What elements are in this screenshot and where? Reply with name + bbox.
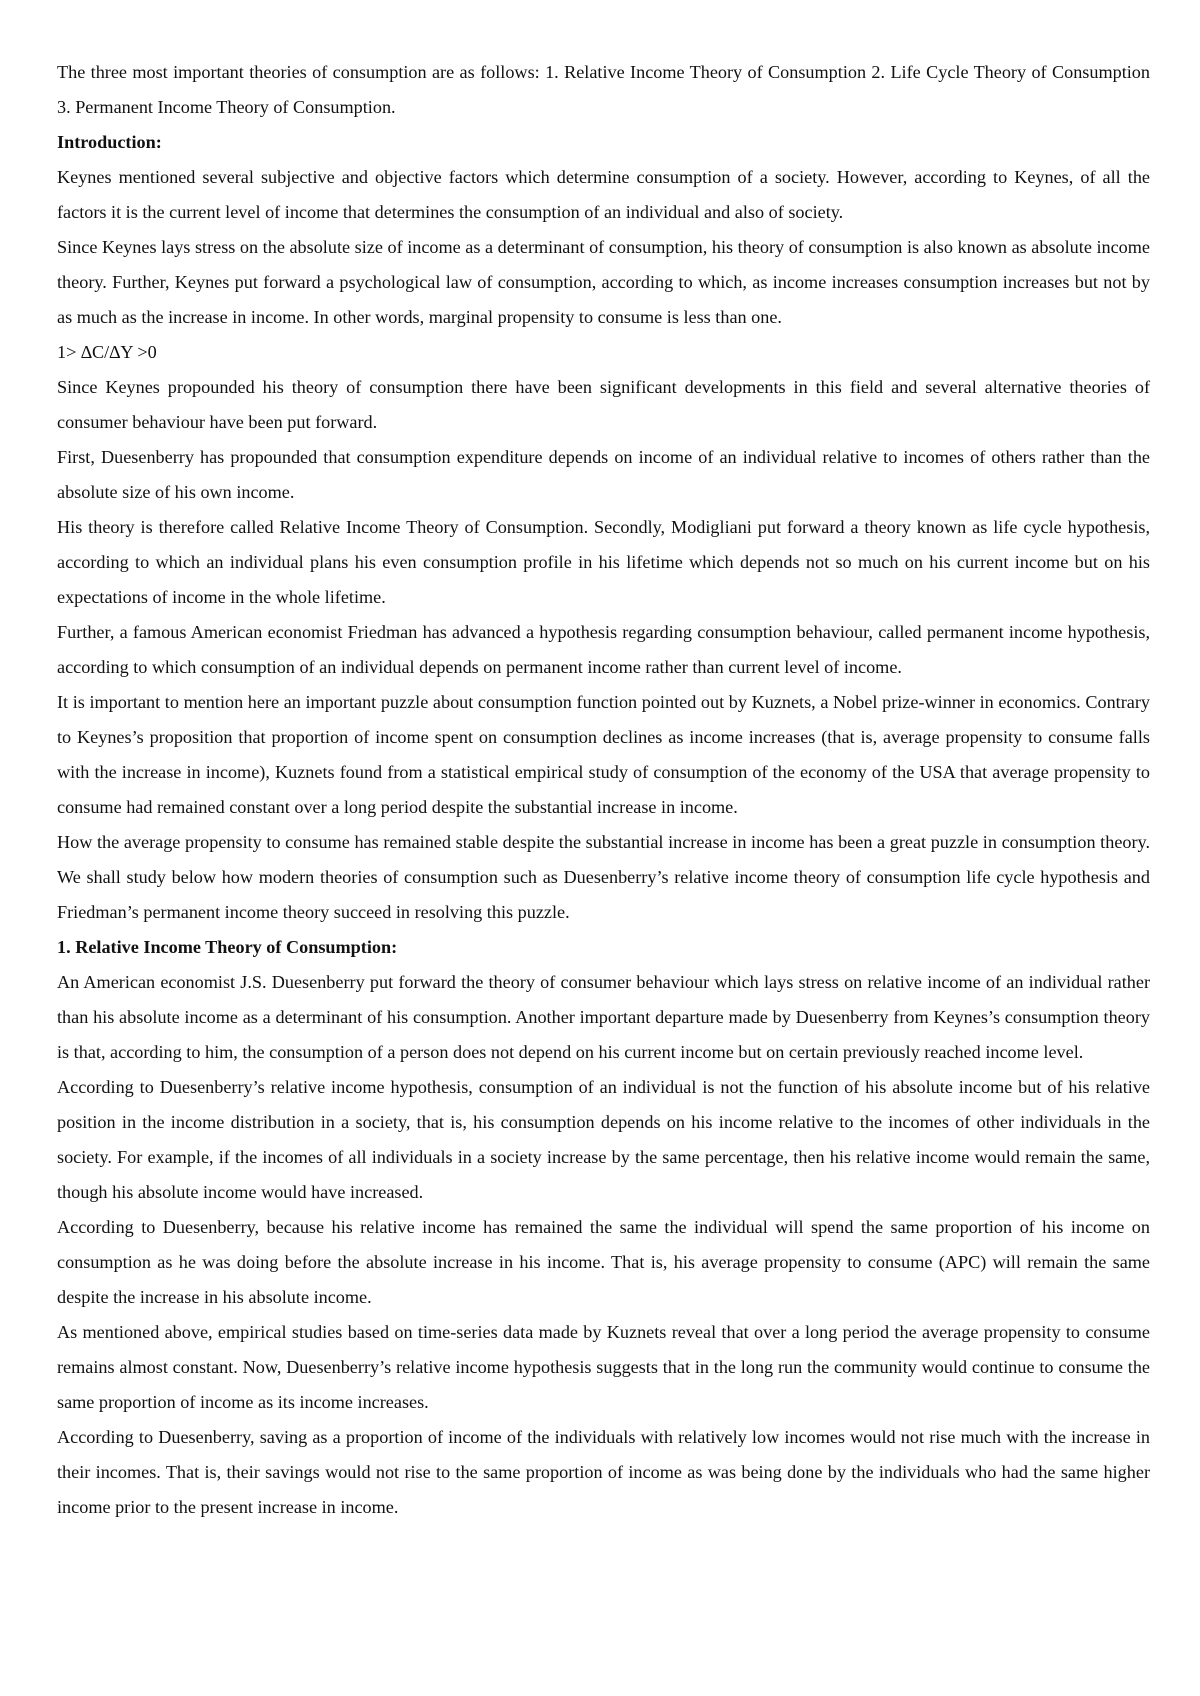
body-paragraph: First, Duesenberry has propounded that consumption expenditure depends on income of an individual relative to incomes of others rather than the absolute size of his own income. [57, 447, 1150, 502]
section-paragraph: An American economist J.S. Duesenberry put forward the theory of consumer behaviour which lays stress on relative income of an individual rather than his absolute income as a determinant of his consumption. Another important departure made by Duesenberry from Keynes’s consumption theory is that, according to him, the consumption of a person does not depend on his current income but on certain previously reached income level. [57, 972, 1150, 1062]
introduction-paragraph: Since Keynes lays stress on the absolute size of income as a determinant of consumption, his theory of consumption is also known as absolute income theory. Further, Keynes put forward a psychological law of consumption, according to which, as income increases consumption increases but not by as much as the increase in income. In other words, marginal propensity to consume is less than one. [57, 237, 1150, 327]
introduction-paragraph: Keynes mentioned several subjective and objective factors which determine consumption of a society. However, according to Keynes, of all the factors it is the current level of income that determines the consumption of an individual and also of society. [57, 167, 1150, 222]
body-paragraph: His theory is therefore called Relative Income Theory of Consumption. Secondly, Modigliani put forward a theory known as life cycle hypothesis, according to which an individual plans his even consumption profile in his lifetime which depends not so much on his current income but on his expectations of income in the whole lifetime. [57, 517, 1150, 607]
intro-line: The three most important theories of consumption are as follows: 1. Relative Income Theory of Consumption 2. Life Cycle Theory of Consumption 3. Permanent Income Theory of Consumption. [57, 62, 1150, 117]
section-paragraph: According to Duesenberry’s relative income hypothesis, consumption of an individual is not the function of his absolute income but of his relative position in the income distribution in a society, that is, his consumption depends on his income relative to the incomes of other individuals in the society. For example, if the incomes of all individuals in a society increase by the same percentage, then his relative income would remain the same, though his absolute income would have increased. [57, 1077, 1150, 1202]
section-paragraph: As mentioned above, empirical studies based on time-series data made by Kuznets reveal that over a long period the average propensity to consume remains almost constant. Now, Duesenberry’s relative income hypothesis suggests that in the long run the community would continue to consume the same proportion of income as its income increases. [57, 1322, 1150, 1412]
body-paragraph: Since Keynes propounded his theory of consumption there have been significant developments in this field and several alternative theories of consumer behaviour have been put forward. [57, 377, 1150, 432]
section-paragraph: According to Duesenberry, because his relative income has remained the same the individual will spend the same proportion of his income on consumption as he was doing before the absolute increase in his income. That is, his average propensity to consume (APC) will remain the same despite the increase in his absolute income. [57, 1217, 1150, 1307]
body-paragraph: Further, a famous American economist Friedman has advanced a hypothesis regarding consumption behaviour, called permanent income hypothesis, according to which consumption of an individual depends on permanent income rather than current level of income. [57, 622, 1150, 677]
introduction-heading: Introduction: [57, 132, 162, 152]
body-paragraph: It is important to mention here an important puzzle about consumption function pointed out by Kuznets, a Nobel prize-winner in economics. Contrary to Keynes’s proposition that proportion of income spent on consumption declines as income increases (that is, average propensity to consume falls with the increase in income), Kuznets found from a statistical empirical study of consumption of the economy of the USA that average propensity to consume had remained constant over a long period despite the substantial increase in income. [57, 692, 1150, 817]
mpc-formula: 1> ∆C/∆Y >0 [57, 342, 157, 362]
section-paragraph: According to Duesenberry, saving as a proportion of income of the individuals with relatively low incomes would not rise much with the increase in their incomes. That is, their savings would not rise to the same proportion of income as was being done by the individuals who had the same higher income prior to the present increase in income. [57, 1427, 1150, 1517]
body-paragraph: How the average propensity to consume has remained stable despite the substantial increase in income has been a great puzzle in consumption theory. We shall study below how modern theories of consumption such as Duesenberry’s relative income theory of consumption life cycle hypothesis and Friedman’s permanent income theory succeed in resolving this puzzle. [57, 832, 1150, 922]
document-page [57, 55, 1150, 1525]
section-heading-relative-income: 1. Relative Income Theory of Consumption: [57, 937, 398, 957]
